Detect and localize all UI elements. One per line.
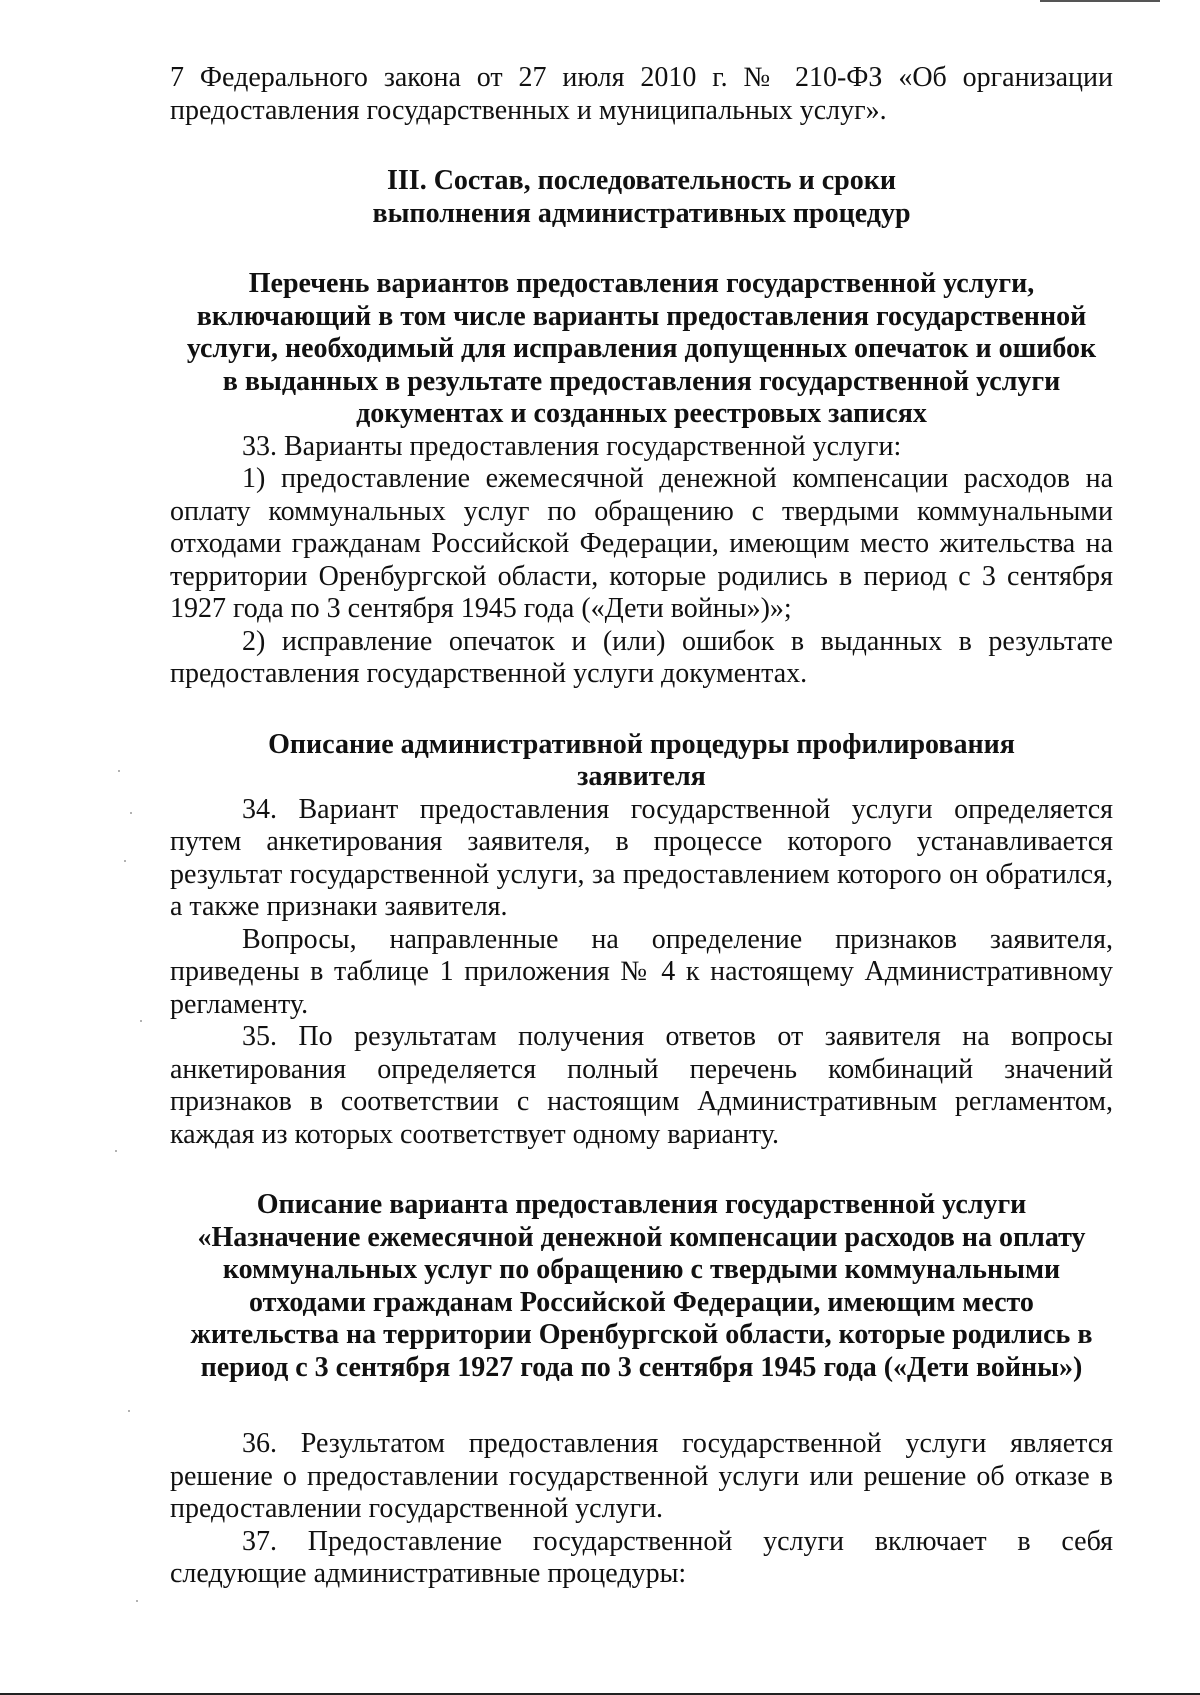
variant-heading-line-5: жительства на территории Оренбургской области, которые родились в <box>190 1319 1093 1350</box>
variant-heading-line-3: коммунальных услуг по обращению с твердыми коммунальными <box>222 1254 1061 1285</box>
variant-description-heading <box>170 1189 1113 1384</box>
paragraph-34: 34. Вариант предоставления государственной услуги определяется путем анкетирования заявителя, в процессе которого устанавливается результат государственной услуги, за предоставлением которого он обратился, а также признаки заявителя. <box>170 793 1113 922</box>
paragraph-34-questions: Вопросы, направленные на определение признаков заявителя, приведены в таблице 1 приложения № 4 к настоящему Административному регламенту. <box>170 923 1113 1020</box>
scan-speck <box>136 1600 138 1602</box>
scan-speck <box>128 1410 130 1412</box>
scan-speck <box>140 1020 142 1022</box>
intro-line-1: 7 Федерального закона от 27 июля 2010 г. № 210-ФЗ «Об организации <box>170 62 1113 93</box>
profiling-heading-line-2: заявителя <box>577 761 706 792</box>
document-page <box>170 62 1113 1591</box>
scan-edge-mark <box>1040 0 1160 2</box>
variants-heading-line-2: включающий в том числе варианты предоставления государственной <box>196 300 1087 332</box>
profiling-heading-line-1: Описание административной процедуры профилирования <box>268 728 1015 760</box>
variants-list-heading <box>170 268 1113 431</box>
intro-line-2: предоставления государственных и муниципальных услуг». <box>170 94 887 126</box>
paragraph-33: 33. Варианты предоставления государственной услуги: <box>242 430 902 462</box>
profiling-heading <box>170 729 1113 794</box>
variant-heading-line-2: «Назначение ежемесячной денежной компенсации расходов на оплату <box>197 1221 1086 1253</box>
paragraph-33-item-1: 1) предоставление ежемесячной денежной компенсации расходов на оплату коммунальных услуг по обращению с твердыми коммунальными отходами гражданам Российской Федерации, имеющим место жительства на территории Оренбургской области, которые родились в период с 3 сентября 1927 года по 3 сентября 1945 года («Дети войны»)»; <box>170 463 1113 624</box>
paragraph-33-item-2: 2) исправление опечаток и (или) ошибок в выданных в результате предоставления государственной услуги документах. <box>170 625 1113 689</box>
section-3-heading-line-1: III. Состав, последовательность и сроки <box>387 165 896 196</box>
section-3-heading-line-2: выполнения административных процедур <box>372 197 911 229</box>
scan-speck <box>115 1150 117 1152</box>
section-3-heading <box>170 165 1113 230</box>
paragraph-35: 35. По результатам получения ответов от заявителя на вопросы анкетирования определяется полный перечень комбинаций значений признаков в соответствии с настоящим Административным регламентом, каждая из которых соответствует одному варианту. <box>170 1021 1113 1150</box>
variants-heading-line-1: Перечень вариантов предоставления государственной услуги, <box>248 268 1035 299</box>
scan-speck <box>130 812 132 814</box>
variants-heading-line-4: в выданных в результате предоставления государственной услуги <box>222 365 1061 397</box>
variant-heading-line-1: Описание варианта предоставления государственной услуги <box>256 1189 1027 1220</box>
scan-speck <box>118 770 120 772</box>
variants-heading-line-5: документах и созданных реестровых записях <box>356 398 927 429</box>
variant-heading-line-6: период с 3 сентября 1927 года по 3 сентября 1945 года («Дети войны») <box>200 1351 1083 1383</box>
scan-speck <box>124 860 126 862</box>
variants-heading-line-3: услуги, необходимый для исправления допущенных опечаток и ошибок <box>186 333 1097 364</box>
paragraph-37: 37. Предоставление государственной услуги включает в себя следующие административные процедуры: <box>170 1525 1113 1589</box>
paragraph-36: 36. Результатом предоставления государственной услуги является решение о предоставлении государственной услуги или решение об отказе в предоставлении государственной услуги. <box>170 1428 1113 1524</box>
variant-heading-line-4: отходами гражданам Российской Федерации, имеющим место <box>249 1286 1034 1318</box>
